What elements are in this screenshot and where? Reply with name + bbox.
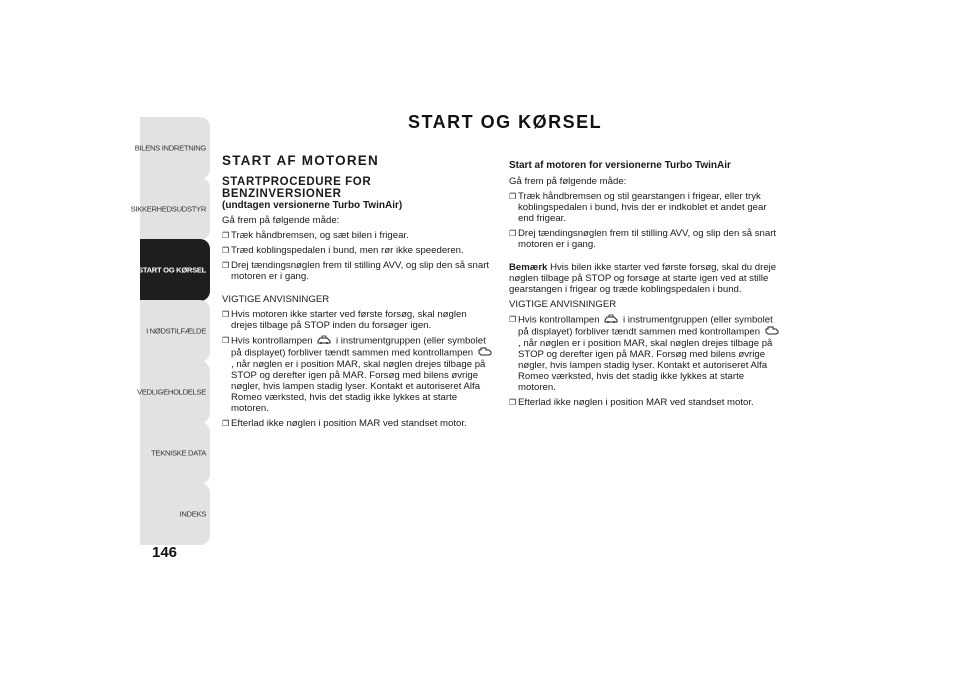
- list-item: ❐ Træk håndbremsen, og sæt bilen i frigear.: [222, 230, 494, 241]
- important-title: VIGTIGE ANVISNINGER: [509, 299, 617, 310]
- tab-i-nodstilfaelde[interactable]: [140, 300, 210, 362]
- list-item: ❐ Træk håndbremsen og stil gearstangen i frigear, eller tryk koblingspedalen i bund, hvis der er indkoblet et andet gear end frigear.: [509, 191, 781, 224]
- tab-label: VEDLIGEHOLDELSE: [137, 387, 206, 397]
- list-item: ❐ Efterlad ikke nøglen i position MAR ved standset motor.: [509, 397, 781, 408]
- engine-warning-icon: [765, 326, 779, 338]
- intro-text: Gå frem på følgende måde:: [509, 176, 627, 187]
- tab-label: START OG KØRSEL: [138, 265, 206, 275]
- tab-vedligeholdelse[interactable]: [137, 361, 210, 423]
- note-label: Bemærk: [509, 262, 548, 273]
- subheading: STARTPROCEDURE FOR BENZINVERSIONER: [222, 176, 372, 200]
- note-text: Hvis bilen ikke starter ved første forsøg, skal du dreje nøglen tilbage på STOP og forsøge at starte igen ved at stille gearstangen i frigear og træde koblingspedalen i bund.: [509, 262, 777, 295]
- text: i instrumentgruppen (eller symbolet på displayet) forbliver tændt sammen med kontrollampen: [231, 335, 486, 359]
- subheading-note: (undtagen versionerne Turbo TwinAir): [222, 200, 403, 211]
- list-item: ❐ Efterlad ikke nøglen i position MAR ved standset motor.: [222, 418, 494, 429]
- list-item: ❐ Drej tændingsnøglen frem til stilling AVV, og slip den så snart motoren er i gang.: [222, 260, 494, 282]
- page-number: 146: [152, 544, 178, 561]
- important-title: VIGTIGE ANVISNINGER: [222, 294, 330, 305]
- tab-tekniske-data[interactable]: [140, 422, 210, 484]
- text: Hvis kontrollampen: [518, 314, 600, 326]
- note: [509, 262, 781, 295]
- right-column: [509, 160, 781, 412]
- list-item: ❐ Drej tændingsnøglen frem til stilling AVV, og slip den så snart motoren er i gang.: [509, 228, 781, 250]
- car-key-warning-icon: [604, 314, 618, 326]
- text: Hvis kontrollampen: [231, 335, 313, 347]
- steps-list: [509, 191, 781, 250]
- tab-label: INDEKS: [179, 509, 206, 519]
- tab-sikkerhedsudstyr[interactable]: [130, 178, 210, 240]
- tab-label: SIKKERHEDSUDSTYR: [130, 204, 206, 214]
- section-heading: START AF MOTOREN: [222, 153, 379, 168]
- tab-indeks[interactable]: [140, 483, 210, 545]
- tab-label: I NØDSTILFÆLDE: [146, 326, 206, 336]
- list-item: ❐ Hvis motoren ikke starter ved første forsøg, skal nøglen drejes tilbage på STOP inden du forsøger igen.: [222, 309, 494, 331]
- text: i instrumentgruppen (eller symbolet på displayet) forbliver tændt sammen med kontrollampen: [518, 314, 773, 338]
- page-title: START OG KØRSEL: [408, 112, 603, 132]
- engine-warning-icon: [478, 347, 492, 359]
- text: , når nøglen er i position MAR, skal nøglen drejes tilbage på STOP og derefter igen på MAR. Forsøg med bilens øvrige nøgler, hvis lampen stadig lyser. Kontakt et autoriseret Alfa Romeo værksted, hvis det stadig ikke lykkes at starte motoren.: [231, 359, 486, 414]
- left-column: [222, 155, 494, 433]
- tab-label: BILENS INDRETNING: [134, 143, 206, 153]
- car-key-warning-icon: [317, 335, 331, 347]
- intro-text: Gå frem på følgende måde:: [222, 215, 340, 226]
- tab-start-og-korsel[interactable]: [140, 239, 210, 301]
- important-list: [222, 309, 494, 429]
- list-item: [222, 335, 494, 414]
- text: , når nøglen er i position MAR, skal nøglen drejes tilbage på STOP og derefter igen på MAR. Forsøg med bilens øvrige nøgler, hvis lampen stadig lyser. Kontakt et autoriseret Alfa Romeo værksted, hvis det stadig ikke lykkes at starte motoren.: [518, 338, 773, 393]
- list-item: ❐ Træd koblingspedalen i bund, men rør ikke speederen.: [222, 245, 494, 256]
- tab-bilens-indretning[interactable]: [134, 117, 210, 179]
- steps-list: [222, 230, 494, 282]
- tab-label: TEKNISKE DATA: [151, 448, 206, 458]
- list-item: [509, 314, 781, 393]
- important-list: [509, 314, 781, 408]
- section-heading-twinair: Start af motoren for versionerne Turbo TwinAir: [509, 160, 731, 171]
